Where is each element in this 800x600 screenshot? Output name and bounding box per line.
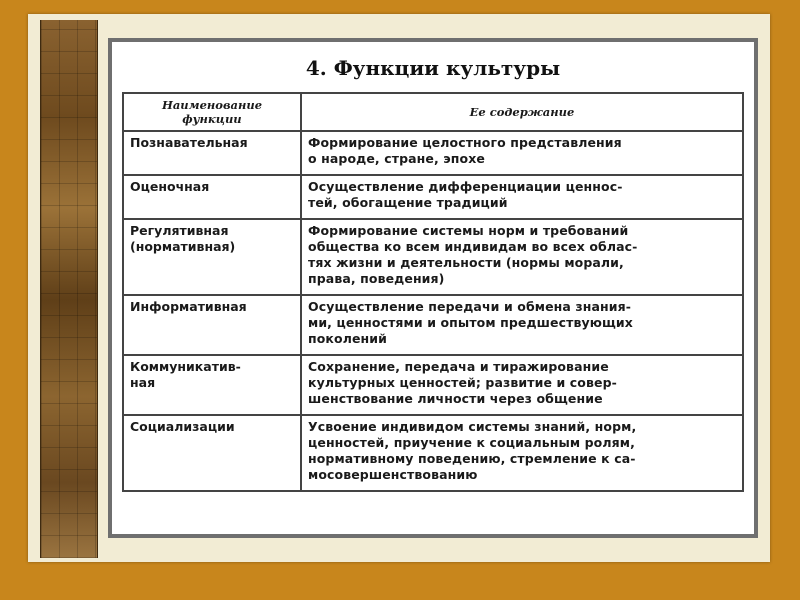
- table-row: [123, 355, 743, 415]
- decorative-texture-strip: [40, 20, 98, 558]
- row-function-name: Социализации: [123, 415, 301, 491]
- functions-table: [122, 92, 744, 492]
- row-function-content: Усвоение индивидом системы знаний, норм, ценностей, приучение к социальным ролям, нормативному поведению, стремление к са- мосовершенствованию: [301, 415, 743, 491]
- table-header-row: [123, 93, 743, 131]
- header-function-name: Наименование функции: [123, 93, 301, 131]
- content-card: [108, 38, 758, 538]
- row-function-name: Оценочная: [123, 175, 301, 219]
- row-function-content: Осуществление дифференциации ценнос- тей, обогащение традиций: [301, 175, 743, 219]
- table-row: [123, 131, 743, 175]
- row-function-content: Формирование целостного представления о народе, стране, эпохе: [301, 131, 743, 175]
- row-function-name: Информативная: [123, 295, 301, 355]
- row-function-name: Регулятивная (нормативная): [123, 219, 301, 295]
- row-function-name: Познавательная: [123, 131, 301, 175]
- row-function-content: Осуществление передачи и обмена знания- ми, ценностями и опытом предшествующих поколений: [301, 295, 743, 355]
- table-row: [123, 175, 743, 219]
- row-function-content: Сохранение, передача и тиражирование культурных ценностей; развитие и совер- шенствование личности через общение: [301, 355, 743, 415]
- table-row: [123, 295, 743, 355]
- table-row: [123, 415, 743, 491]
- slide-title: 4. Функции культуры: [305, 56, 561, 80]
- table-row: [123, 219, 743, 295]
- header-function-content: Ее содержание: [301, 93, 743, 131]
- row-function-name: Коммуникатив- ная: [123, 355, 301, 415]
- row-function-content: Формирование системы норм и требований общества ко всем индивидам во всех облас- тях жизни и деятельности (нормы морали, права, поведения): [301, 219, 743, 295]
